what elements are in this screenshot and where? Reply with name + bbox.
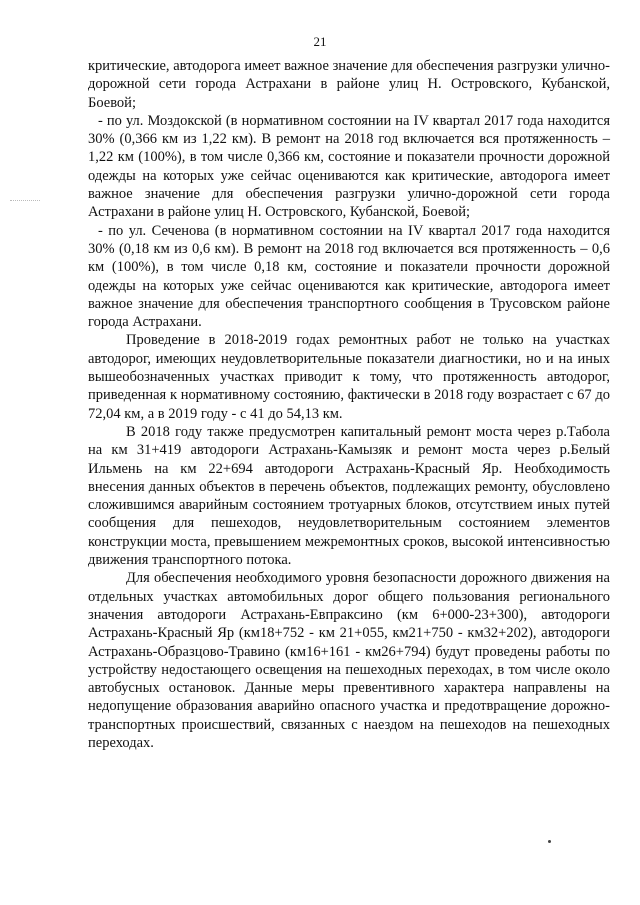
paragraph-bridge-repair: В 2018 году также предусмотрен капитальный ремонт моста через р.Табола на км 31+419 автодороги Астрахань-Камызяк и ремонт моста через р.Белый Ильмень на км 22+694 автодороги Астрахань-Красный Яр. Необходимость внесения данных объектов в перечень объектов, подлежащих ремонту, обусловлено сложившимся аварийным состоянием тротуарных блоков, отсутствием иных путей сообщения для пешеходов, неудовлетворительным состоянием элементов конструкции моста, превышением межремонтных сроков, высокой интенсивностью движения транспортного потока. [88, 423, 610, 569]
paragraph-mozdokskaya: - по ул. Моздокской (в нормативном состоянии на IV квартал 2017 года находится 30% (0,366 км из 1,22 км). В ремонт на 2018 год включается вся протяженность – 1,22 км (100%), в том числе 0,366 км, состояние и показатели прочности дорожной одежды на которых уже сейчас оцениваются как критические, автодорога имеет важное значение для обеспечения разгрузки улично-дорожной сети города Астрахани в районе улиц Н. Островского, Кубанской, Боевой; [88, 112, 610, 221]
margin-scan-artifact [10, 200, 40, 202]
scan-speck [548, 840, 551, 843]
paragraph-road-safety: Для обеспечения необходимого уровня безопасности дорожного движения на отдельных участках автомобильных дорог общего пользования регионального значения автодороги Астрахань-Евпраксино (км 6+000-23+300), автодороги Астрахань-Красный Яр (км18+752 - км 21+055, км21+750 - км32+202), автодороги Астрахань-Образцово-Травино (км16+161 - км26+794) будут проведены работы по устройству недостающего освещения на пешеходных переходах, в том числе около автобусных остановок. Данные меры превентивного характера направлены на недопущение образования аварийно опасного участка и предотвращение дорожно-транспортных происшествий, связанных с наездом на пешеходов на пешеходных переходах. [88, 570, 610, 751]
paragraph-sechenova: - по ул. Сеченова (в нормативном состоянии на IV квартал 2017 года находится 30% (0,18 км из 0,6 км). В ремонт на 2018 год включается вся протяженность – 0,6 км (100%), в том числе 0,18 км, состояние и показатели прочности дорожной одежды на которых уже сейчас оцениваются как критические, автодорога имеет важное значение для обеспечения транспортного сообщения в Трусовском районе города Астрахани. [88, 222, 610, 331]
page-number: 21 [313, 34, 327, 49]
document-body [88, 57, 610, 752]
paragraph-repair-2018-2019: Проведение в 2018-2019 годах ремонтных работ не только на участках автодорог, имеющих неудовлетворительные показатели диагностики, но и на иных вышеобозначенных участках приводит к тому, что протяженность автодорог, приведенная к нормативному состоянию, фактически в 2018 году возрастает с 67 до 72,04 км, а в 2019 году - с 41 до 54,13 км. [88, 332, 610, 422]
paragraph-continuation: критические, автодорога имеет важное значение для обеспечения разгрузки улично-дорожной сети города Астрахани в районе улиц Н. Островского, Кубанской, Боевой; [88, 58, 610, 111]
